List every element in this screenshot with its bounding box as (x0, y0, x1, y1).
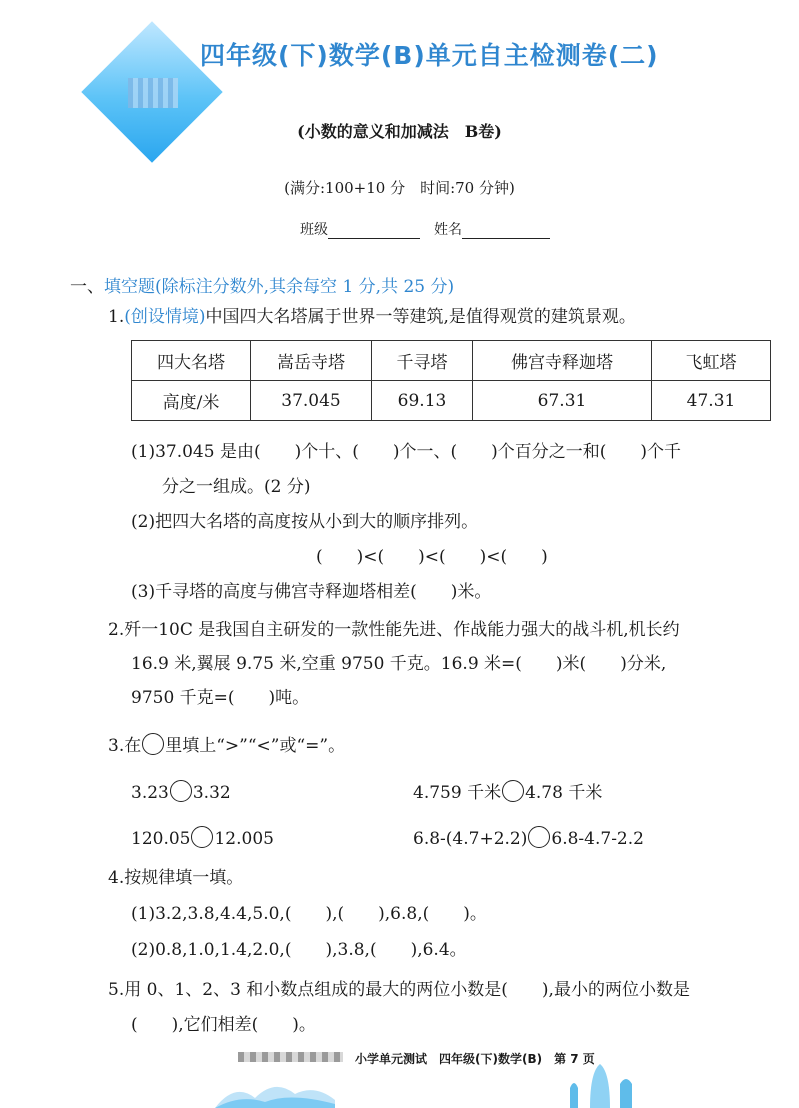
q2-line3: 9750 千克=( )吨。 (131, 688, 310, 708)
q3-item-right: 6.8-4.7-2.2 (551, 829, 644, 849)
class-label: 班级 (300, 222, 328, 238)
q1-number: 1. (108, 307, 125, 327)
q3-item-right: 3.32 (192, 783, 231, 803)
page-title: 四年级(下)数学(B)单元自主检测卷(二) (200, 41, 659, 70)
answer-circle[interactable] (502, 780, 524, 802)
logo-blurred (128, 78, 178, 108)
footer-blurred-text (238, 1052, 343, 1062)
q3-item-left: 6.8-(4.7+2.2) (413, 829, 528, 849)
table-cell: 47.31 (652, 381, 771, 421)
q3-item-left: 3.23 (131, 783, 169, 803)
q3-item-2 (413, 780, 602, 802)
table-cell: 飞虹塔 (652, 341, 771, 381)
q3-item-left: 4.759 千米 (413, 783, 502, 803)
q3-pre: 3.在 (108, 736, 142, 756)
table-cell: 67.31 (473, 381, 652, 421)
section-number: 一、 (70, 277, 104, 297)
score-time: (满分:100+10 分 时间:70 分钟) (284, 179, 515, 197)
q3-post: 里填上“>”“<”或“=”。 (165, 736, 346, 756)
name-row (300, 219, 550, 239)
footer-text: 小学单元测试 四年级(下)数学(B) 第 7 页 (355, 1052, 595, 1066)
name-field[interactable] (462, 238, 550, 239)
wave-decoration (215, 1072, 335, 1108)
answer-circle[interactable] (170, 780, 192, 802)
table-row (132, 381, 771, 421)
q1-part2-order: ( )<( )<( )<( ) (316, 547, 548, 567)
compare-circle-icon (142, 733, 164, 755)
q3-item-1 (131, 780, 231, 802)
q5-line1: 5.用 0、1、2、3 和小数点组成的最大的两位小数是( ),最小的两位小数是 (108, 980, 690, 1000)
q1-text: 中国四大名塔属于世界一等建筑,是值得观赏的建筑景观。 (205, 307, 636, 327)
q3-item-4 (413, 826, 644, 848)
q1-part2: (2)把四大名塔的高度按从小到大的顺序排列。 (131, 512, 479, 532)
section-title: 填空题 (104, 277, 155, 297)
q3-item-right: 12.005 (214, 829, 274, 849)
towers-table (131, 340, 771, 421)
table-cell: 69.13 (372, 381, 473, 421)
section-note: (除标注分数外,其余每空 1 分,共 25 分) (155, 277, 455, 297)
section-1-heading (70, 272, 454, 297)
table-header-row (132, 341, 771, 381)
name-label: 姓名 (434, 222, 462, 238)
q1-part3: (3)千寻塔的高度与佛宫寺释迦塔相差( )米。 (131, 582, 492, 602)
table-cell: 37.045 (251, 381, 372, 421)
table-cell: 高度/米 (132, 381, 251, 421)
q2-line2: 16.9 米,翼展 9.75 米,空重 9750 千克。16.9 米=( )米( )分米, (131, 654, 667, 674)
answer-circle[interactable] (528, 826, 550, 848)
q3-title (108, 733, 345, 755)
table-cell: 千寻塔 (372, 341, 473, 381)
table-cell: 佛宫寺释迦塔 (473, 341, 652, 381)
q3-item-3 (131, 826, 274, 848)
q1-part1-line2: 分之一组成。(2 分) (162, 477, 311, 497)
q4-title: 4.按规律填一填。 (108, 868, 244, 888)
q3-item-left: 120.05 (131, 829, 191, 849)
tree-decoration (560, 1058, 640, 1108)
class-field[interactable] (328, 238, 420, 239)
q2-line1: 2.歼一10C 是我国自主研发的一款性能先进、作战能力强大的战斗机,机长约 (108, 620, 680, 640)
table-cell: 嵩岳寺塔 (251, 341, 372, 381)
q4-line1: (1)3.2,3.8,4.4,5.0,( ),( ),6.8,( )。 (131, 904, 487, 924)
answer-circle[interactable] (191, 826, 213, 848)
q1-tag: (创设情境) (124, 307, 206, 327)
q5-line2: ( ),它们相差( )。 (131, 1015, 316, 1035)
q1-part1-line1: (1)37.045 是由( )个十、( )个一、( )个百分之一和( )个千 (131, 442, 682, 462)
subtitle: (小数的意义和加减法 B卷) (297, 122, 502, 141)
q1-intro (108, 309, 636, 326)
table-cell: 四大名塔 (132, 341, 251, 381)
q3-item-right: 4.78 千米 (525, 783, 603, 803)
q4-line2: (2)0.8,1.0,1.4,2.0,( ),3.8,( ),6.4。 (131, 940, 467, 960)
